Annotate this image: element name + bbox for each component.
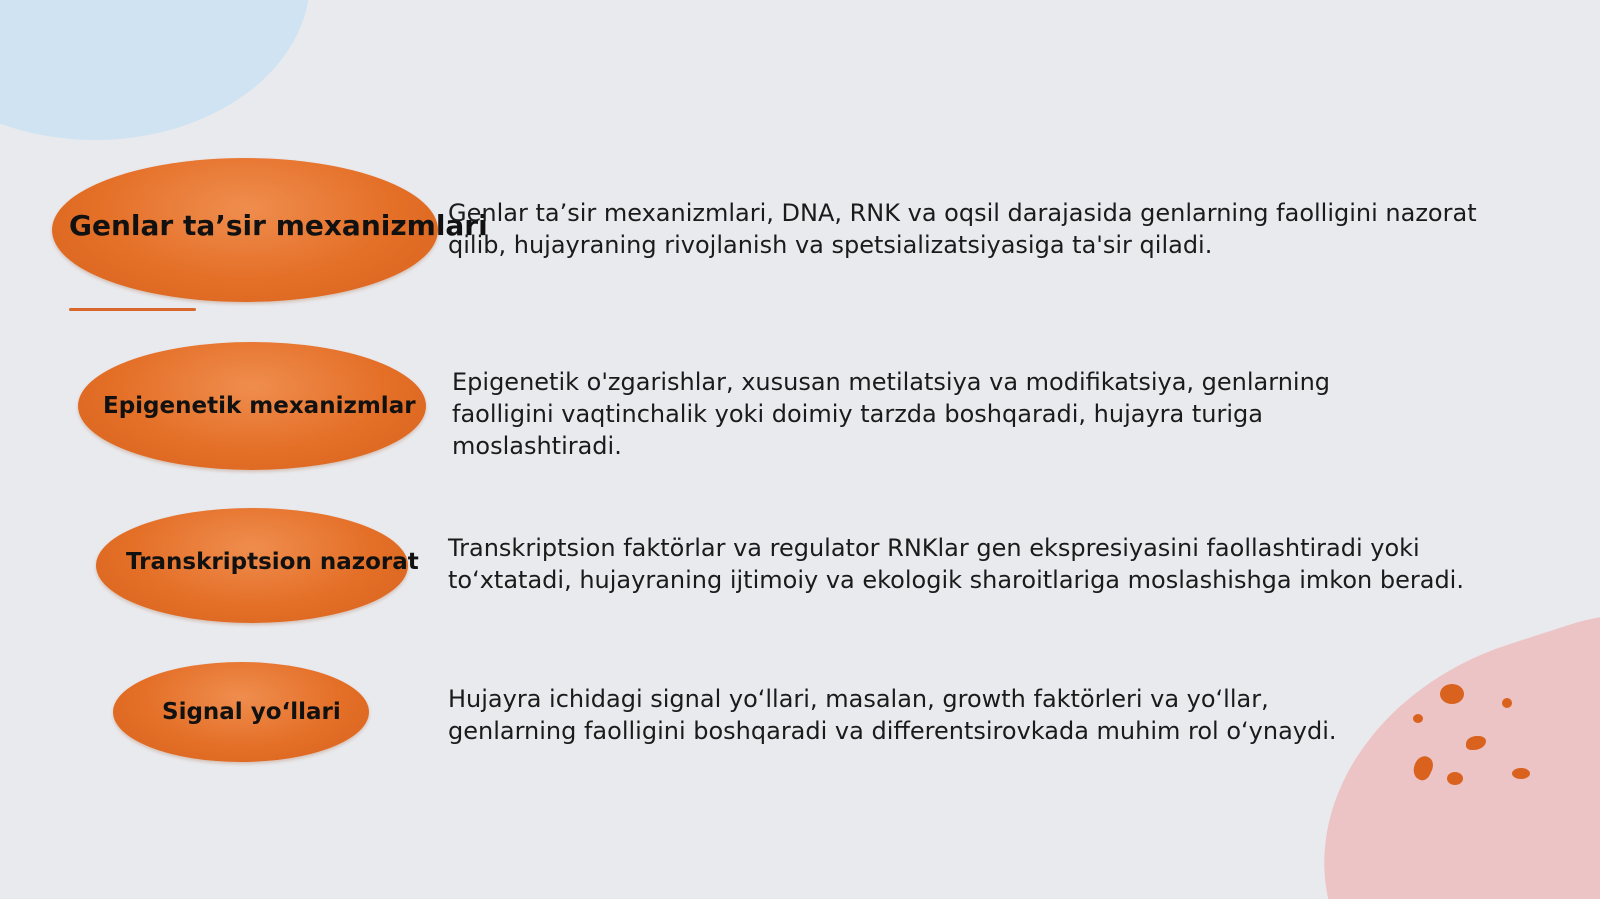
dot (1413, 714, 1423, 723)
dot (1447, 772, 1463, 785)
mechanism-title-3: Transkriptsion nazorat (126, 549, 419, 575)
dot (1512, 768, 1530, 779)
mechanism-description-2: Epigenetik o'zgarishlar, xususan metilatsiya va modifikatsiya, genlarning faolligini vaqtinchalik yoki doimiy tarzda boshqaradi, hujayra turiga moslashtiradi. (452, 368, 1331, 460)
dot (1440, 684, 1464, 704)
mechanism-description-1: Genlar ta’sir mexanizmlari, DNA, RNK va oqsil darajasida genlarning faolligini nazorat qilib, hujayraning rivojlanish va spetsializatsiyasiga ta'sir qiladi. (448, 199, 1477, 259)
background-blob-blue (0, 0, 310, 140)
dot (1502, 698, 1512, 708)
mechanism-description-4: Hujayra ichidagi signal yo‘llari, masalan, growth faktörleri va yo‘llar, genlarning faolligini boshqaradi va differentsirovkada muhim rol o‘ynaydi. (448, 685, 1337, 745)
mechanism-title-1: Genlar ta’sir mexanizmlari (69, 209, 488, 242)
mechanism-title-4: Signal yo‘llari (162, 699, 341, 725)
mechanism-description-3: Transkriptsion faktörlar va regulator RNKlar gen ekspresiyasini faollashtiradi yoki to‘xtatadi, hujayraning ijtimoiy va ekologik sharoitlariga moslashishga imkon beradi. (448, 534, 1464, 594)
mechanism-title-2: Epigenetik mexanizmlar (103, 393, 416, 419)
title-underline (69, 308, 196, 311)
